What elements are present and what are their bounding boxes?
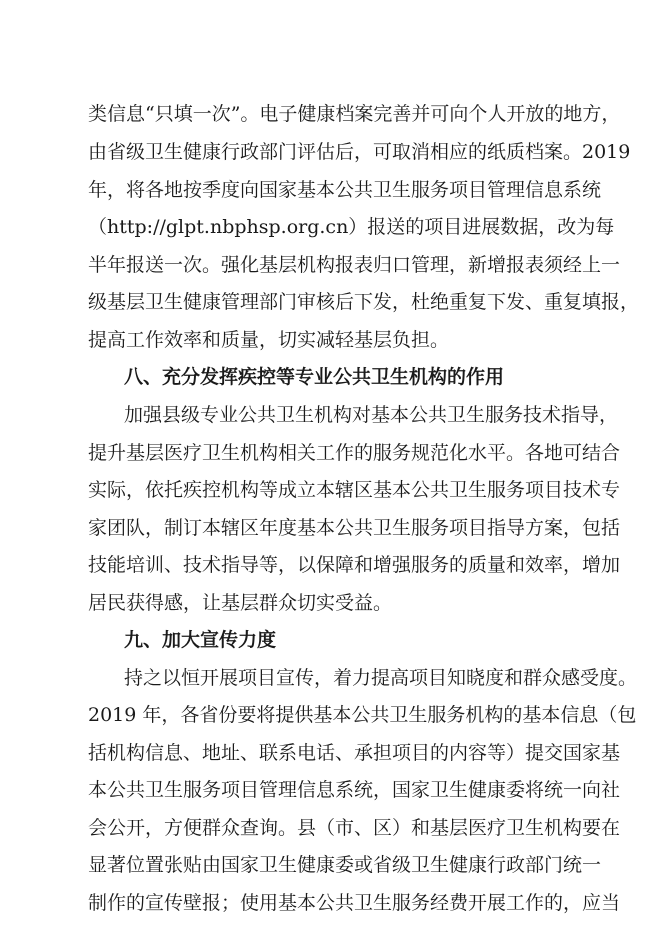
body-text-line: 由省级卫生健康行政部门评估后，可取消相应的纸质档案。2019: [88, 141, 631, 163]
body-text-line: 类信息“只填一次”。电子健康档案完善并可向个人开放的地方，: [88, 103, 621, 125]
body-text-line: 提高工作效率和质量，切实减轻基层负担。: [88, 329, 450, 351]
body-text-line-url: （http://glpt.nbphsp.org.cn）报送的项目进展数据，改为每: [88, 216, 615, 238]
body-text-line: 显著位置张贴由国家卫生健康委或省级卫生健康行政部门统一: [88, 854, 602, 876]
body-text-line: 持之以恒开展项目宣传，着力提高项目知晓度和群众感受度。: [124, 667, 638, 689]
body-text-line: 提升基层医疗卫生机构相关工作的服务规范化水平。各地可结合: [88, 442, 621, 464]
body-text-line: 半年报送一次。强化基层机构报表归口管理，新增报表须经上一: [88, 254, 621, 276]
body-text-line: 制作的宣传壁报；使用基本公共卫生服务经费开展工作的，应当: [88, 892, 621, 914]
body-text-line: 本公共卫生服务项目管理信息系统，国家卫生健康委将统一向社: [88, 779, 621, 801]
body-text-line: 级基层卫生健康管理部门审核后下发，杜绝重复下发、重复填报，: [88, 291, 640, 313]
body-text-line: 加强县级专业公共卫生机构对基本公共卫生服务技术指导，: [124, 404, 619, 426]
body-text-line: 技能培训、技术指导等，以保障和增强服务的质量和效率，增加: [88, 554, 621, 576]
body-text-line: 实际，依托疾控机构等成立本辖区基本公共卫生服务项目技术专: [88, 479, 621, 501]
section-heading: 九、加大宣传力度: [124, 629, 277, 651]
section-heading: 八、充分发挥疾控等专业公共卫生机构的作用: [124, 366, 505, 388]
body-text-line: 年，将各地按季度向国家基本公共卫生服务项目管理信息系统: [88, 179, 602, 201]
body-text-line: 会公开，方便群众查询。县（市、区）和基层医疗卫生机构要在: [88, 817, 621, 839]
body-text-line: 2019 年，各省份要将提供基本公共卫生服务机构的基本信息（包: [88, 704, 637, 726]
body-text-line: 括机构信息、地址、联系电话、承担项目的内容等）提交国家基: [88, 742, 621, 764]
body-text-line: 家团队，制订本辖区年度基本公共卫生服务项目指导方案，包括: [88, 517, 621, 539]
body-text-line: 居民获得感，让基层群众切实受益。: [88, 592, 393, 614]
